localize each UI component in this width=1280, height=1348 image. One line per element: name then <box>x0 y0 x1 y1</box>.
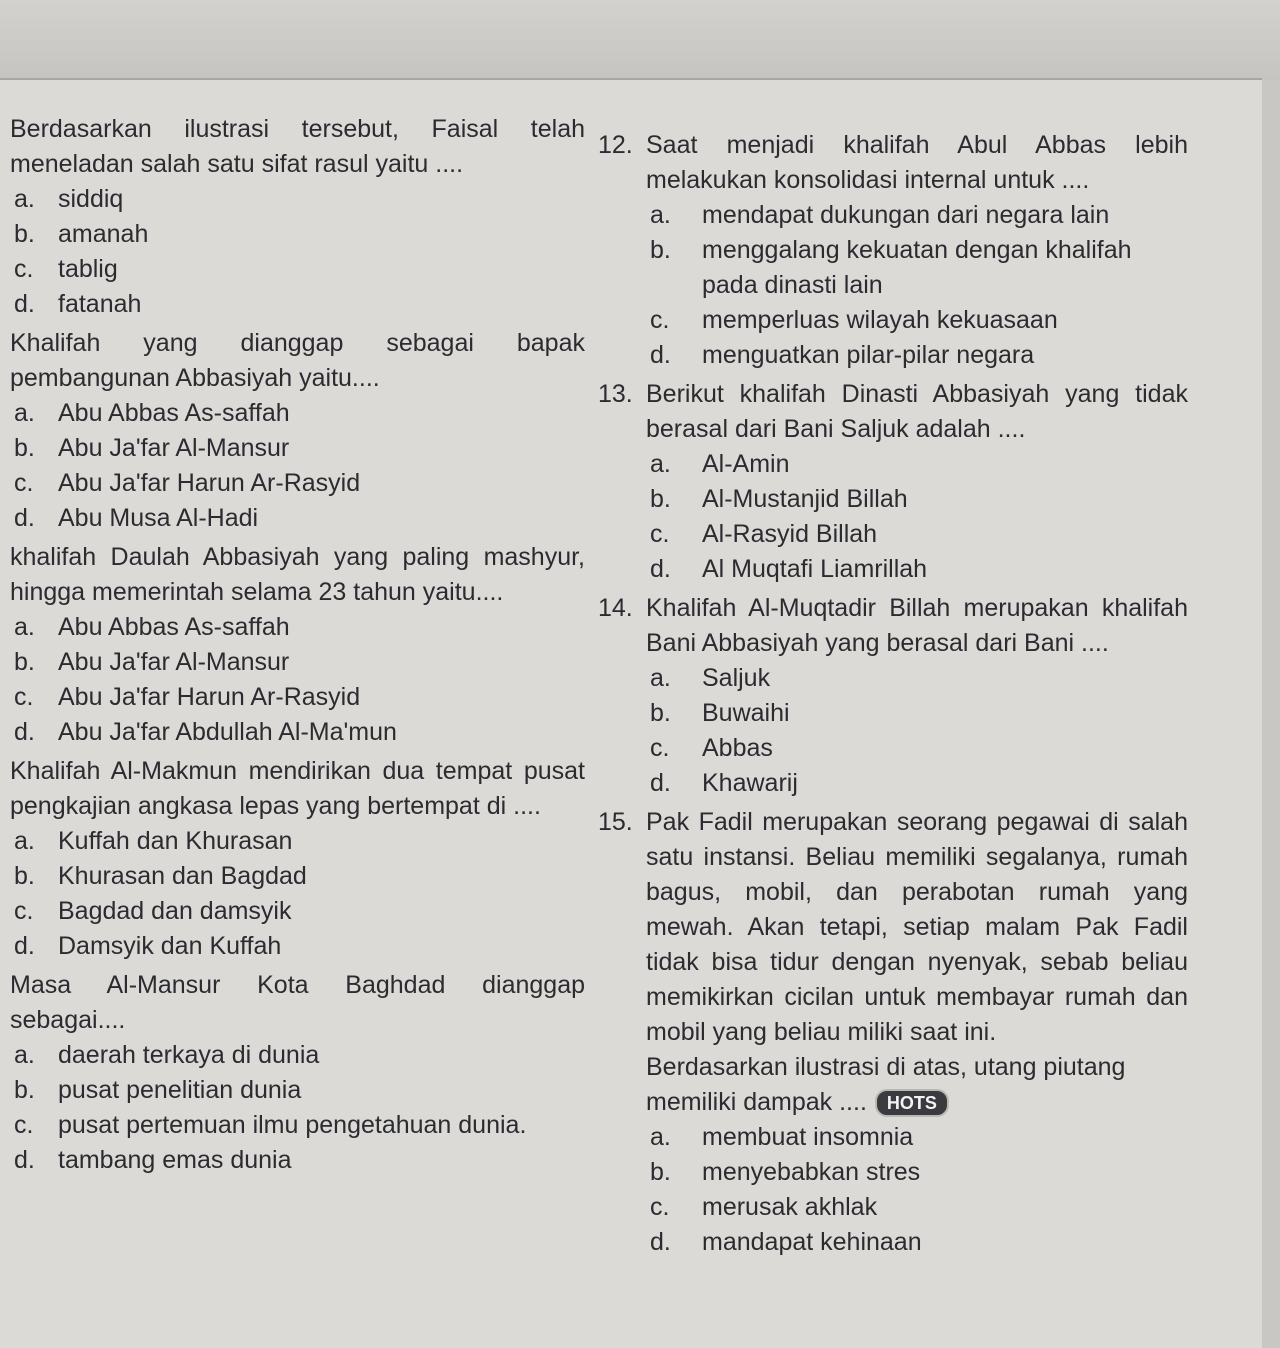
question-number: 15. <box>598 808 633 836</box>
option-letter: b. <box>650 236 671 264</box>
option-letter: d. <box>650 1228 671 1256</box>
question-13 <box>598 377 1188 591</box>
answer-option <box>10 431 585 466</box>
question-body <box>646 377 1188 591</box>
option-text: Abu Musa Al-Hadi <box>58 504 259 532</box>
option-text: Al-Rasyid Billah <box>702 520 878 548</box>
left-column <box>10 112 585 1182</box>
answer-option <box>646 447 1188 482</box>
option-letter: d. <box>650 555 671 583</box>
answer-options <box>646 661 1188 801</box>
option-letter: a. <box>14 827 35 855</box>
answer-option <box>10 894 585 929</box>
option-text: daerah terkaya di dunia <box>58 1041 320 1069</box>
option-letter: c. <box>14 1111 34 1139</box>
option-text: Abu Ja'far Abdullah Al-Ma'mun <box>58 718 397 746</box>
option-letter: c. <box>650 520 670 548</box>
option-text: Al Muqtafi Liamrillah <box>702 555 928 583</box>
option-letter: a. <box>650 664 671 692</box>
question-prompt-text: Berdasarkan ilustrasi di atas, utang piutang memiliki dampak .... <box>646 1053 1126 1116</box>
option-text: Khawarij <box>702 769 798 797</box>
answer-option <box>646 766 1188 801</box>
answer-option <box>10 217 585 252</box>
answer-option <box>10 252 585 287</box>
answer-option <box>10 859 585 894</box>
option-letter: c. <box>14 469 34 497</box>
answer-option <box>10 715 585 750</box>
option-letter: a. <box>650 1123 671 1151</box>
option-text: menyebabkan stres <box>702 1158 921 1186</box>
question-12 <box>598 128 1188 377</box>
option-letter: b. <box>650 699 671 727</box>
option-text: Damsyik dan Kuffah <box>58 932 282 960</box>
option-text: amanah <box>58 220 149 248</box>
answer-option <box>10 824 585 859</box>
option-text: menguatkan pilar-pilar negara <box>702 341 1035 369</box>
answer-option <box>10 287 585 322</box>
option-letter: d. <box>650 769 671 797</box>
option-letter: a. <box>14 399 35 427</box>
option-text: Abu Ja'far Al-Mansur <box>58 434 290 462</box>
option-text: Abu Abbas As-saffah <box>58 613 290 641</box>
option-text: Abu Ja'far Al-Mansur <box>58 648 290 676</box>
question-text: khalifah Daulah Abbasiyah yang paling mashyur, hingga memerintah selama 23 tahun yaitu.... <box>10 543 585 606</box>
answer-option <box>646 696 1188 731</box>
question-text: Saat menjadi khalifah Abul Abbas lebih melakukan konsolidasi internal untuk .... <box>646 131 1188 194</box>
option-letter: b. <box>14 862 35 890</box>
answer-options <box>10 396 585 536</box>
option-letter: b. <box>14 434 35 462</box>
question-body <box>646 805 1188 1264</box>
answer-option <box>10 1073 585 1108</box>
answer-options <box>646 198 1188 373</box>
option-text: Saljuk <box>702 664 771 692</box>
option-letter: d. <box>650 341 671 369</box>
option-letter: a. <box>14 1041 35 1069</box>
question-number: 13. <box>598 380 633 408</box>
option-text: fatanah <box>58 290 142 318</box>
answer-option <box>646 303 1188 338</box>
question-text: Pak Fadil merupakan seorang pegawai di salah satu instansi. Beliau memiliki segalanya, rumah bagus, mobil, dan perabotan rumah yang mewah. Akan tetapi, setiap malam Pak Fadil tidak bisa tidur dengan nyenyak, sebab beliau memikirkan cicilan untuk membayar rumah dan mobil yang beliau miliki saat ini. <box>646 808 1188 1046</box>
option-text: siddiq <box>58 185 124 213</box>
option-text: Buwaihi <box>702 699 790 727</box>
option-text: Bagdad dan damsyik <box>58 897 292 925</box>
option-letter: d. <box>14 1146 35 1174</box>
option-text: Al-Amin <box>702 450 790 478</box>
option-text: Khurasan dan Bagdad <box>58 862 307 890</box>
answer-options <box>10 824 585 964</box>
option-letter: b. <box>650 1158 671 1186</box>
option-letter: a. <box>650 450 671 478</box>
question-text: Masa Al-Mansur Kota Baghdad dianggap sebagai.... <box>10 971 585 1034</box>
option-text: membuat insomnia <box>702 1123 914 1151</box>
question-body <box>646 128 1188 377</box>
option-text: Abbas <box>702 734 773 762</box>
question-number: 12. <box>598 131 633 159</box>
answer-option <box>646 661 1188 696</box>
answer-option <box>646 1190 1188 1225</box>
answer-option <box>10 1038 585 1073</box>
answer-option <box>646 482 1188 517</box>
question-text: Khalifah Al-Makmun mendirikan dua tempat pusat pengkajian angkasa lepas yang bertempat di .... <box>10 757 585 820</box>
option-letter: b. <box>14 1076 35 1104</box>
answer-option <box>646 1120 1188 1155</box>
answer-option <box>10 466 585 501</box>
question-body <box>646 591 1188 805</box>
answer-option <box>646 552 1188 587</box>
option-letter: a. <box>14 185 35 213</box>
question-14 <box>598 591 1188 805</box>
option-text: pusat pertemuan ilmu pengetahuan dunia. <box>58 1111 527 1139</box>
question-prompt <box>646 1050 1188 1120</box>
option-text: Abu Ja'far Harun Ar-Rasyid <box>58 683 361 711</box>
hots-badge: HOTS <box>875 1089 949 1117</box>
option-letter: c. <box>14 683 34 711</box>
option-letter: d. <box>14 290 35 318</box>
option-text: Kuffah dan Khurasan <box>58 827 293 855</box>
option-text: merusak akhlak <box>702 1193 878 1221</box>
option-letter: d. <box>14 504 35 532</box>
question-text: Khalifah Al-Muqtadir Billah merupakan khalifah Bani Abbasiyah yang berasal dari Bani .... <box>646 594 1188 657</box>
option-text: pusat penelitian dunia <box>58 1076 302 1104</box>
answer-option <box>646 731 1188 766</box>
answer-option <box>10 929 585 964</box>
option-text: menggalang kekuatan dengan khalifah pada dinasti lain <box>702 236 1132 299</box>
option-letter: c. <box>14 255 34 283</box>
answer-option <box>10 680 585 715</box>
option-text: mandapat kehinaan <box>702 1228 922 1256</box>
answer-option <box>646 1155 1188 1190</box>
option-letter: a. <box>650 201 671 229</box>
answer-option <box>646 198 1188 233</box>
answer-option <box>10 610 585 645</box>
page-top-edge <box>0 0 1280 80</box>
answer-option <box>10 1108 585 1143</box>
option-text: Abu Ja'far Harun Ar-Rasyid <box>58 469 361 497</box>
answer-option <box>646 338 1188 373</box>
answer-option <box>10 182 585 217</box>
option-text: Al-Mustanjid Billah <box>702 485 908 513</box>
option-text: tambang emas dunia <box>58 1146 292 1174</box>
answer-option <box>10 396 585 431</box>
option-letter: d. <box>14 932 35 960</box>
answer-options <box>646 447 1188 587</box>
question-text: Berdasarkan ilustrasi tersebut, Faisal telah meneladan salah satu sifat rasul yaitu .... <box>10 115 585 178</box>
option-letter: b. <box>650 485 671 513</box>
option-letter: c. <box>650 1193 670 1221</box>
answer-option <box>10 501 585 536</box>
option-text: memperluas wilayah kekuasaan <box>702 306 1058 334</box>
answer-options <box>646 1120 1188 1260</box>
option-letter: d. <box>14 718 35 746</box>
answer-option <box>646 517 1188 552</box>
option-letter: b. <box>14 648 35 676</box>
answer-options <box>10 610 585 750</box>
question-15 <box>598 805 1188 1264</box>
option-letter: c. <box>650 734 670 762</box>
question-number: 14. <box>598 594 633 622</box>
option-letter: c. <box>14 897 34 925</box>
answer-option <box>646 1225 1188 1260</box>
answer-option <box>10 1143 585 1178</box>
option-text: Abu Abbas As-saffah <box>58 399 290 427</box>
option-text: tablig <box>58 255 118 283</box>
answer-options <box>10 182 585 322</box>
option-letter: c. <box>650 306 670 334</box>
question-text: Berikut khalifah Dinasti Abbasiyah yang tidak berasal dari Bani Saljuk adalah .... <box>646 380 1188 443</box>
question-text: Khalifah yang dianggap sebagai bapak pembangunan Abbasiyah yaitu.... <box>10 329 585 392</box>
answer-option <box>10 645 585 680</box>
option-text: mendapat dukungan dari negara lain <box>702 201 1110 229</box>
right-column <box>598 128 1188 1264</box>
option-letter: a. <box>14 613 35 641</box>
answer-option <box>646 233 1188 303</box>
option-letter: b. <box>14 220 35 248</box>
answer-options <box>10 1038 585 1178</box>
